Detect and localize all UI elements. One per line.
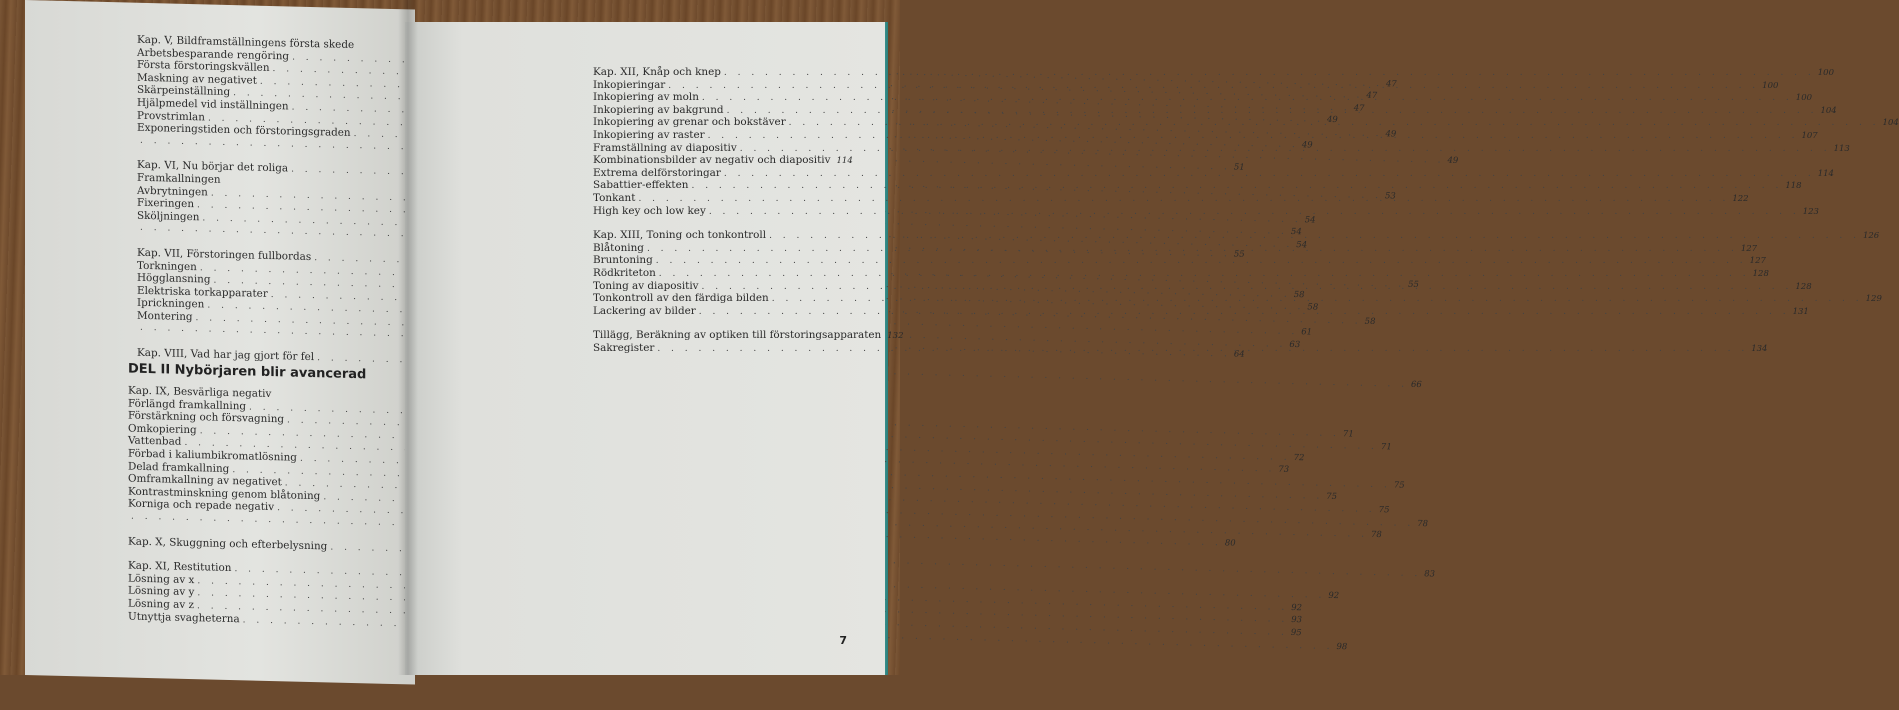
toc-page-number: 63 (1286, 339, 1300, 352)
toc-page-number: 92 (1288, 602, 1302, 615)
toc-entry-title: Exponeringstiden och förstoringsgraden (137, 122, 354, 140)
toc-entry-title: Rödkriteton (593, 267, 659, 280)
toc-page-number: 66 (1408, 379, 1422, 392)
toc-leader-dots (638, 193, 1729, 206)
section-gap (593, 217, 845, 229)
book-gutter (398, 0, 418, 675)
toc-entry-title: Montering (137, 310, 196, 324)
toc-page-number: 80 (1222, 537, 1236, 550)
toc-entry-title: Inkopiering av raster (593, 129, 708, 142)
toc-page-number: 83 (1421, 568, 1435, 581)
toc-page-number: 98 (1334, 640, 1348, 653)
toc-entry-title: Lösning av z (128, 597, 197, 611)
toc-entry (593, 254, 845, 267)
toc-entry-title: Sakregister (593, 342, 657, 355)
toc-entry-title: Omkopiering (128, 422, 200, 436)
toc-page-number: 71 (1340, 428, 1354, 441)
toc-list-right (593, 66, 845, 354)
toc-entry-title: Extrema delförstoringar (593, 167, 724, 180)
toc-page-number: 71 (1378, 441, 1392, 454)
toc-page-number: 58 (1291, 288, 1305, 301)
toc-page-number: 127 (1747, 255, 1766, 268)
left-page (25, 0, 415, 685)
toc-entry-title: Skärpeinställning (137, 84, 233, 99)
toc-entry (593, 179, 845, 192)
toc-entry (593, 192, 845, 205)
toc-page-number: 93 (1288, 614, 1302, 627)
toc-entry-title: Sköljningen (137, 209, 202, 223)
toc-page-number: 54 (1293, 239, 1307, 252)
toc-entry-title: Förbad i kaliumbikromatlösning (128, 447, 300, 464)
toc-entry-title: Avbrytningen (137, 184, 211, 198)
toc-page-number: 78 (1414, 518, 1428, 531)
toc-leader-dots (724, 168, 1815, 181)
toc-page-number: 55 (1405, 279, 1419, 292)
toc-entry-title: Inkopiering av grenar och bokstäver (593, 116, 789, 129)
toc-entry-title: Omframkallning av negativet (128, 473, 285, 489)
toc-page-number: 134 (1748, 343, 1767, 356)
toc-page-number: 54 (1288, 226, 1302, 239)
toc-chapter-entry (593, 329, 845, 342)
toc-entry-title: Sabattier-effekten (593, 179, 691, 192)
toc-list-left (137, 34, 393, 366)
toc-page-number: 122 (1729, 193, 1748, 206)
toc-entry-title: Framkallningen (137, 172, 224, 187)
toc-entry-title: Inkopieringar (593, 79, 668, 92)
toc-page-number: 100 (1793, 92, 1812, 105)
toc-entry-title: Förlängd framkallning (128, 397, 249, 413)
toc-entry-title: Kap. VI, Nu börjar det roliga (137, 159, 291, 175)
toc-page-number: 61 (1298, 326, 1312, 339)
toc-page-number: 114 (1815, 168, 1834, 181)
toc-entry-title: Iprickningen (137, 297, 207, 311)
toc-page-number: 47 (1351, 102, 1365, 115)
section-gap (593, 317, 845, 329)
toc-page-number: 75 (1391, 479, 1405, 492)
toc-page-number: 114 (834, 155, 853, 168)
toc-page-number: 127 (1738, 243, 1757, 256)
toc-page-number: 55 (1231, 249, 1245, 262)
toc-entry (593, 79, 845, 92)
toc-entry-title: Kap. XII, Knåp och knep (593, 66, 724, 79)
toc-entry-title: Vattenbad (128, 435, 184, 449)
toc-leader-dots (708, 130, 1799, 143)
toc-entry-title: Kap. VIII, Vad har jag gjort för fel (137, 347, 317, 364)
toc-page-number: 92 (1325, 590, 1339, 603)
toc-page-number: 49 (1445, 155, 1459, 168)
toc-page-number: 53 (1382, 191, 1396, 204)
toc-leader-dots (769, 230, 1860, 243)
toc-part-two (128, 361, 394, 630)
toc-entry-title: Hjälpmedel vid inställningen (137, 97, 292, 113)
toc-entry-title: Inkopiering av moln (593, 91, 702, 104)
toc-entry-title: High key och low key (593, 205, 709, 218)
toc-entry-title: Kontrastminskning genom blåtoning (128, 485, 323, 502)
toc-entry (593, 129, 845, 142)
toc-page-number: 72 (1291, 452, 1305, 465)
toc-page-number: 49 (1299, 139, 1313, 152)
toc-entry-title: Korniga och repade negativ (128, 498, 277, 514)
toc-page-number: 95 (1288, 627, 1302, 640)
toc-leader-dots (702, 281, 1793, 294)
part-heading: DEL II Nybörjaren blir avancerad (128, 361, 394, 386)
toc-entry (593, 142, 845, 155)
toc-entry-title: Kap. XIII, Toning och tonkontroll (593, 229, 769, 242)
toc-page-number: 78 (1368, 529, 1382, 542)
toc-entry-title: Maskning av negativet (137, 72, 260, 88)
toc-entry (593, 242, 845, 255)
toc-page-number: 126 (1860, 230, 1879, 243)
toc-entry (593, 154, 845, 167)
toc-leader-dots (772, 293, 1863, 306)
toc-entry (593, 167, 845, 180)
toc-leader-dots (789, 117, 1880, 130)
toc-leader-dots (657, 343, 1748, 356)
toc-entry-title: Fixeringen (137, 197, 197, 211)
toc-entry (593, 267, 845, 280)
toc-leader-dots (699, 306, 1790, 319)
toc-entry (593, 116, 845, 129)
toc-entry-title: Arbetsbesparande rengöring (137, 46, 292, 62)
toc-entry-title: Första förstoringskvällen (137, 59, 273, 75)
toc-page-number: 47 (1383, 78, 1397, 91)
toc-entry-title: Bruntoning (593, 254, 656, 267)
toc-entry-title: Blåtoning (593, 242, 647, 255)
toc-leader-dots (724, 67, 1815, 80)
toc-entry-title: Kombinationsbilder av negativ och diapositiv (593, 154, 834, 167)
toc-entry-title: Toning av diapositiv (593, 280, 702, 293)
toc-page-number: 104 (1880, 117, 1899, 130)
toc-page-number: 49 (1324, 114, 1338, 127)
toc-page-number: 129 (1863, 293, 1882, 306)
toc-leader-dots (647, 243, 1738, 256)
toc-entry-title: Utnyttja svagheterna (128, 610, 243, 625)
toc-entry-title: Inkopiering av bakgrund (593, 104, 727, 117)
toc-page-number: 100 (1759, 80, 1778, 93)
toc-page-number: 104 (1817, 105, 1836, 118)
toc-chapter-entry (593, 229, 845, 242)
toc-entry-title: Elektriska torkapparater (137, 284, 271, 300)
toc-entry (593, 305, 845, 318)
toc-entry-title: Tillägg, Beräkning av optiken till förstoringsapparaten (593, 329, 884, 342)
toc-page-number: 128 (1792, 281, 1811, 294)
toc-chapter-entry (593, 66, 845, 79)
toc-page-number: 54 (1302, 214, 1316, 227)
toc-leader-dots (702, 92, 1793, 105)
toc-page-number: 64 (1231, 349, 1245, 362)
toc-page-number: 128 (1750, 268, 1769, 281)
toc-entry-title: Lösning av x (128, 572, 197, 586)
toc-entry (593, 91, 845, 104)
toc-entry-title: Kap. V, Bildframställningens första skede (137, 34, 357, 52)
toc-page-number: 51 (1231, 161, 1245, 174)
toc-entry-title: Framställning av diapositiv (593, 142, 740, 155)
toc-page-number: 75 (1323, 490, 1337, 503)
toc-page-number: 73 (1275, 464, 1289, 477)
toc-entry-title: Högglansning (137, 272, 214, 286)
toc-leader-dots (659, 268, 1750, 281)
toc-leader-dots (740, 143, 1831, 156)
toc-page-number: 132 (884, 330, 903, 343)
toc-entry-title: Lösning av y (128, 585, 197, 599)
toc-entry-title: Tonkant (593, 192, 638, 205)
toc-page-number: 118 (1782, 180, 1801, 193)
toc-entry-title: Förstärkning och försvagning (128, 410, 287, 426)
toc-entry-title: Torkningen (137, 259, 200, 273)
toc-entry (593, 292, 845, 305)
toc-entry-title: Kap. IX, Besvärliga negativ (128, 385, 274, 401)
toc-entry-title: Provstrimlan (137, 109, 208, 123)
toc-page-number: 113 (1831, 143, 1850, 156)
toc-entry-title: Kap. X, Skuggning och efterbelysning (128, 535, 330, 553)
toc-entry-title: Lackering av bilder (593, 305, 699, 318)
toc-entry-title: Delad framkallning (128, 460, 232, 475)
toc-leader-dots (727, 105, 1818, 118)
toc-leader-dots (656, 255, 1747, 268)
toc-entry-title: Kap. XI, Restitution (128, 560, 234, 575)
toc-page-number: 107 (1798, 130, 1817, 143)
toc-entry-title: Tonkontroll av den färdiga bilden (593, 292, 772, 305)
right-page (405, 22, 885, 675)
toc-entry (593, 205, 845, 218)
page-number: 7 (839, 634, 847, 647)
toc-entry (593, 104, 845, 117)
toc-page-number: 123 (1800, 206, 1819, 219)
toc-page-number: 58 (1362, 315, 1376, 328)
toc-entry (593, 280, 845, 293)
toc-page-number: 49 (1382, 128, 1396, 141)
toc-entry (593, 342, 845, 355)
toc-entry-title: Kap. VII, Förstoringen fullbordas (137, 247, 314, 264)
toc-page-number: 47 (1363, 90, 1377, 103)
toc-leader-dots (709, 206, 1800, 219)
toc-page-number: 75 (1376, 504, 1390, 517)
toc-leader-dots (668, 80, 1759, 93)
toc-page-number: 100 (1815, 67, 1834, 80)
toc-page-number: 131 (1790, 306, 1809, 319)
toc-page-number: 58 (1304, 301, 1318, 314)
toc-leader-dots (691, 180, 1782, 193)
